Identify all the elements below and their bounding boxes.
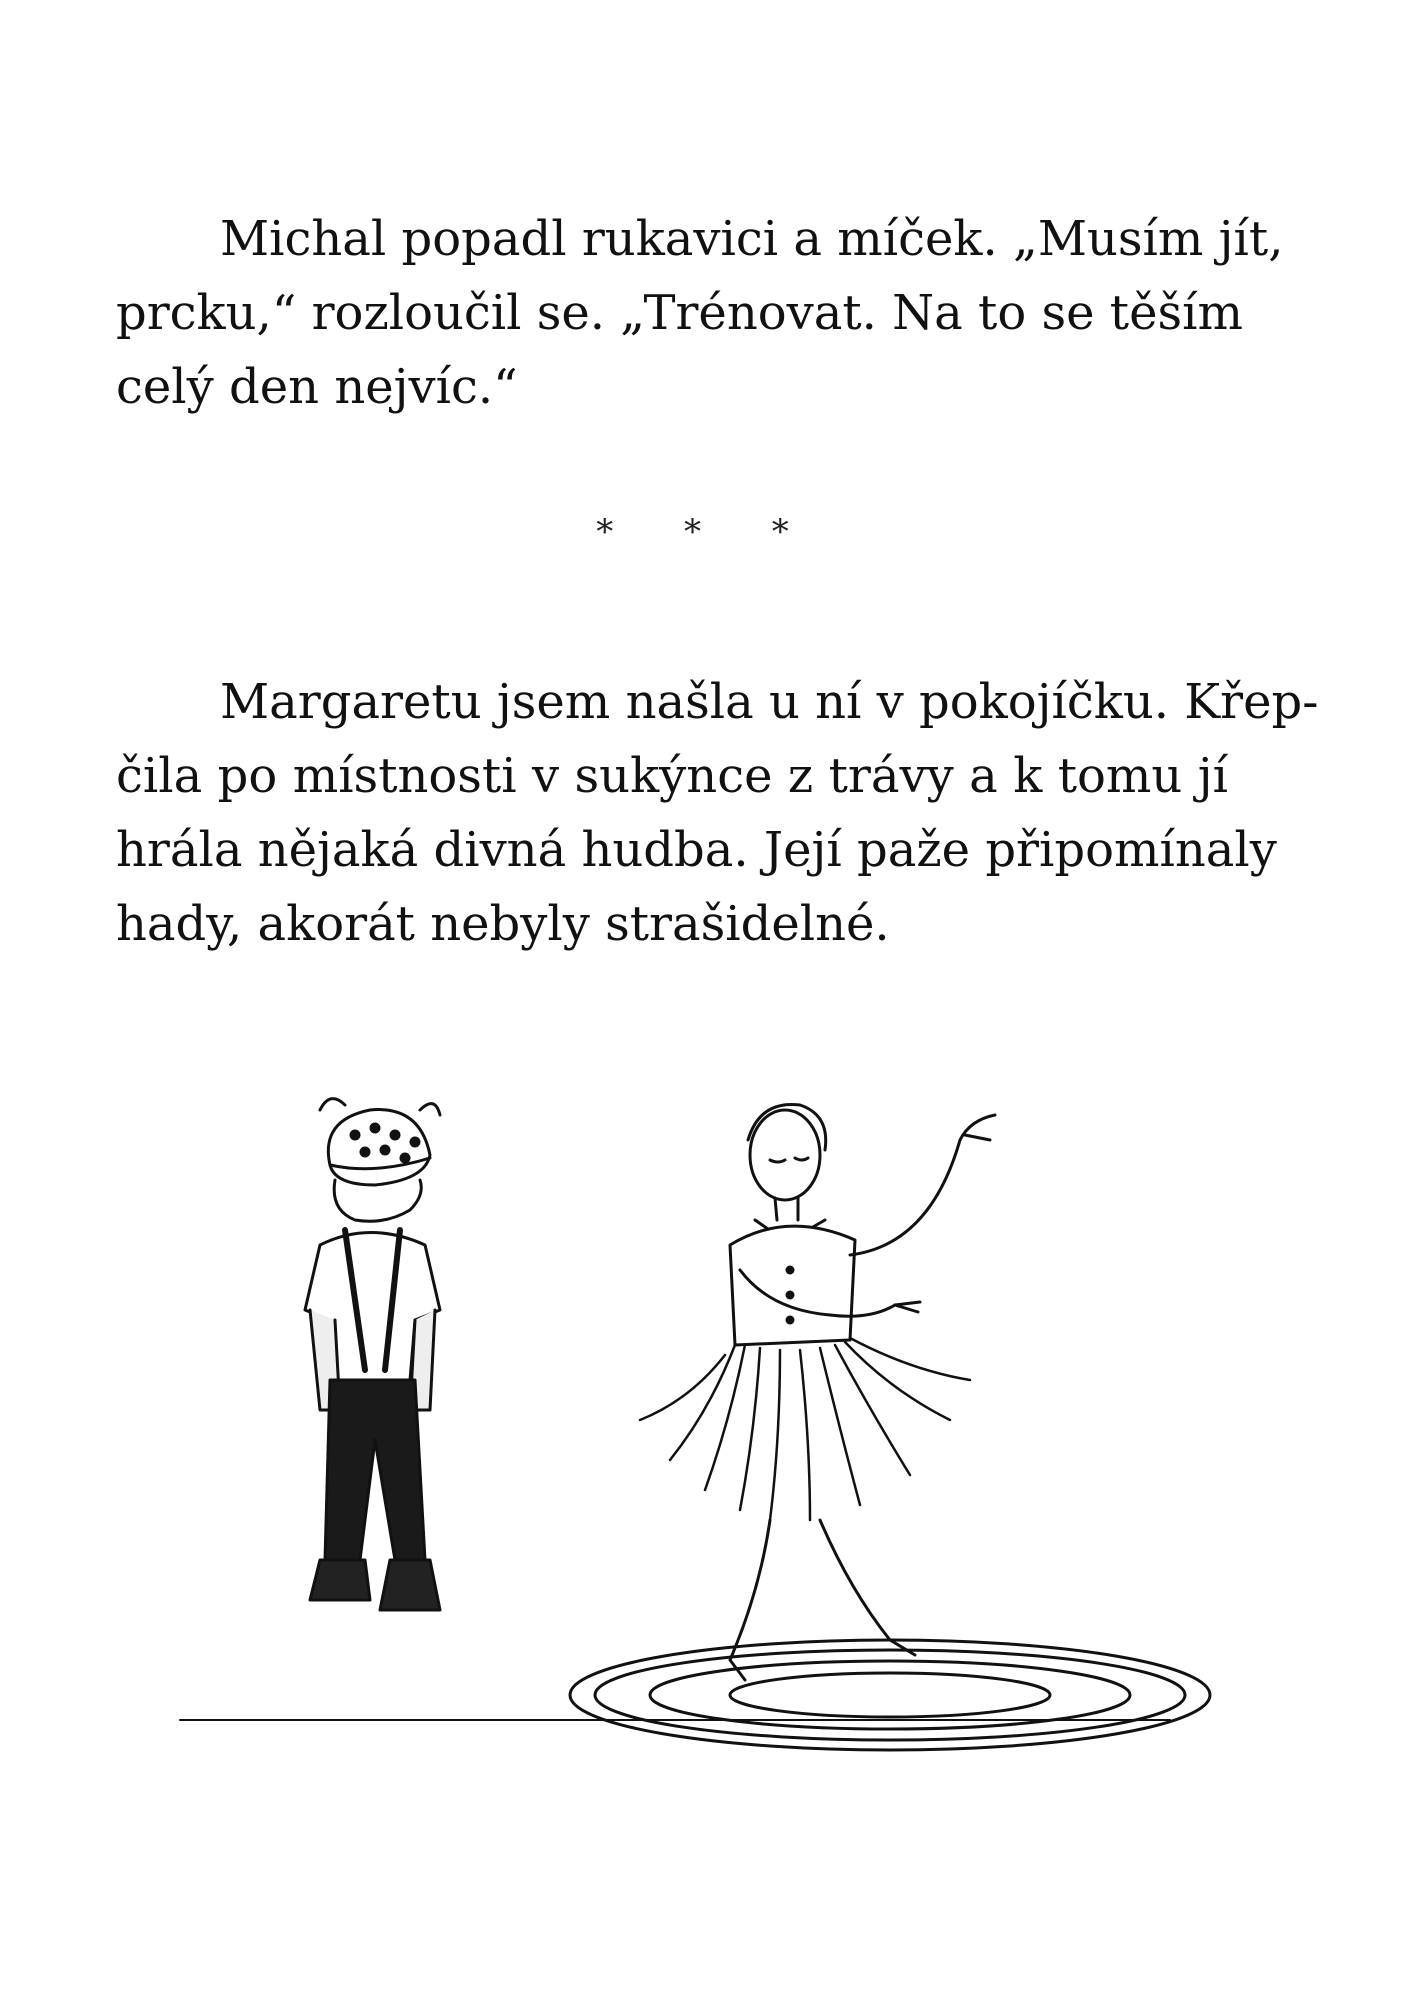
dancing-girl-figure (640, 1104, 995, 1680)
paragraph-2-line-2: čila po místnosti v sukýnce z trávy a k tomu jí (116, 748, 1228, 804)
paragraph-1-line-2: prcku,“ rozloučil se. „Trénovat. Na to se těším (116, 285, 1243, 341)
paragraph-2-line-4: hady, akorát nebyly strašidelné. (116, 896, 890, 952)
dance-illustration (170, 1080, 1270, 1780)
paragraph-1-line-1: Michal popadl rukavici a míček. „Musím jít, (220, 211, 1284, 267)
paragraph-1-line-3: celý den nejvíc.“ (116, 359, 518, 415)
paragraph-2-line-1: Margaretu jsem našla u ní v pokojíčku. Křep- (220, 674, 1319, 730)
child-figure (305, 1099, 440, 1610)
paragraph-2 (116, 665, 1319, 961)
paragraph-1 (116, 202, 1284, 424)
paragraph-2-line-3: hrála nějaká divná hudba. Její paže připomínaly (116, 822, 1277, 878)
section-separator: * * * (596, 512, 819, 552)
